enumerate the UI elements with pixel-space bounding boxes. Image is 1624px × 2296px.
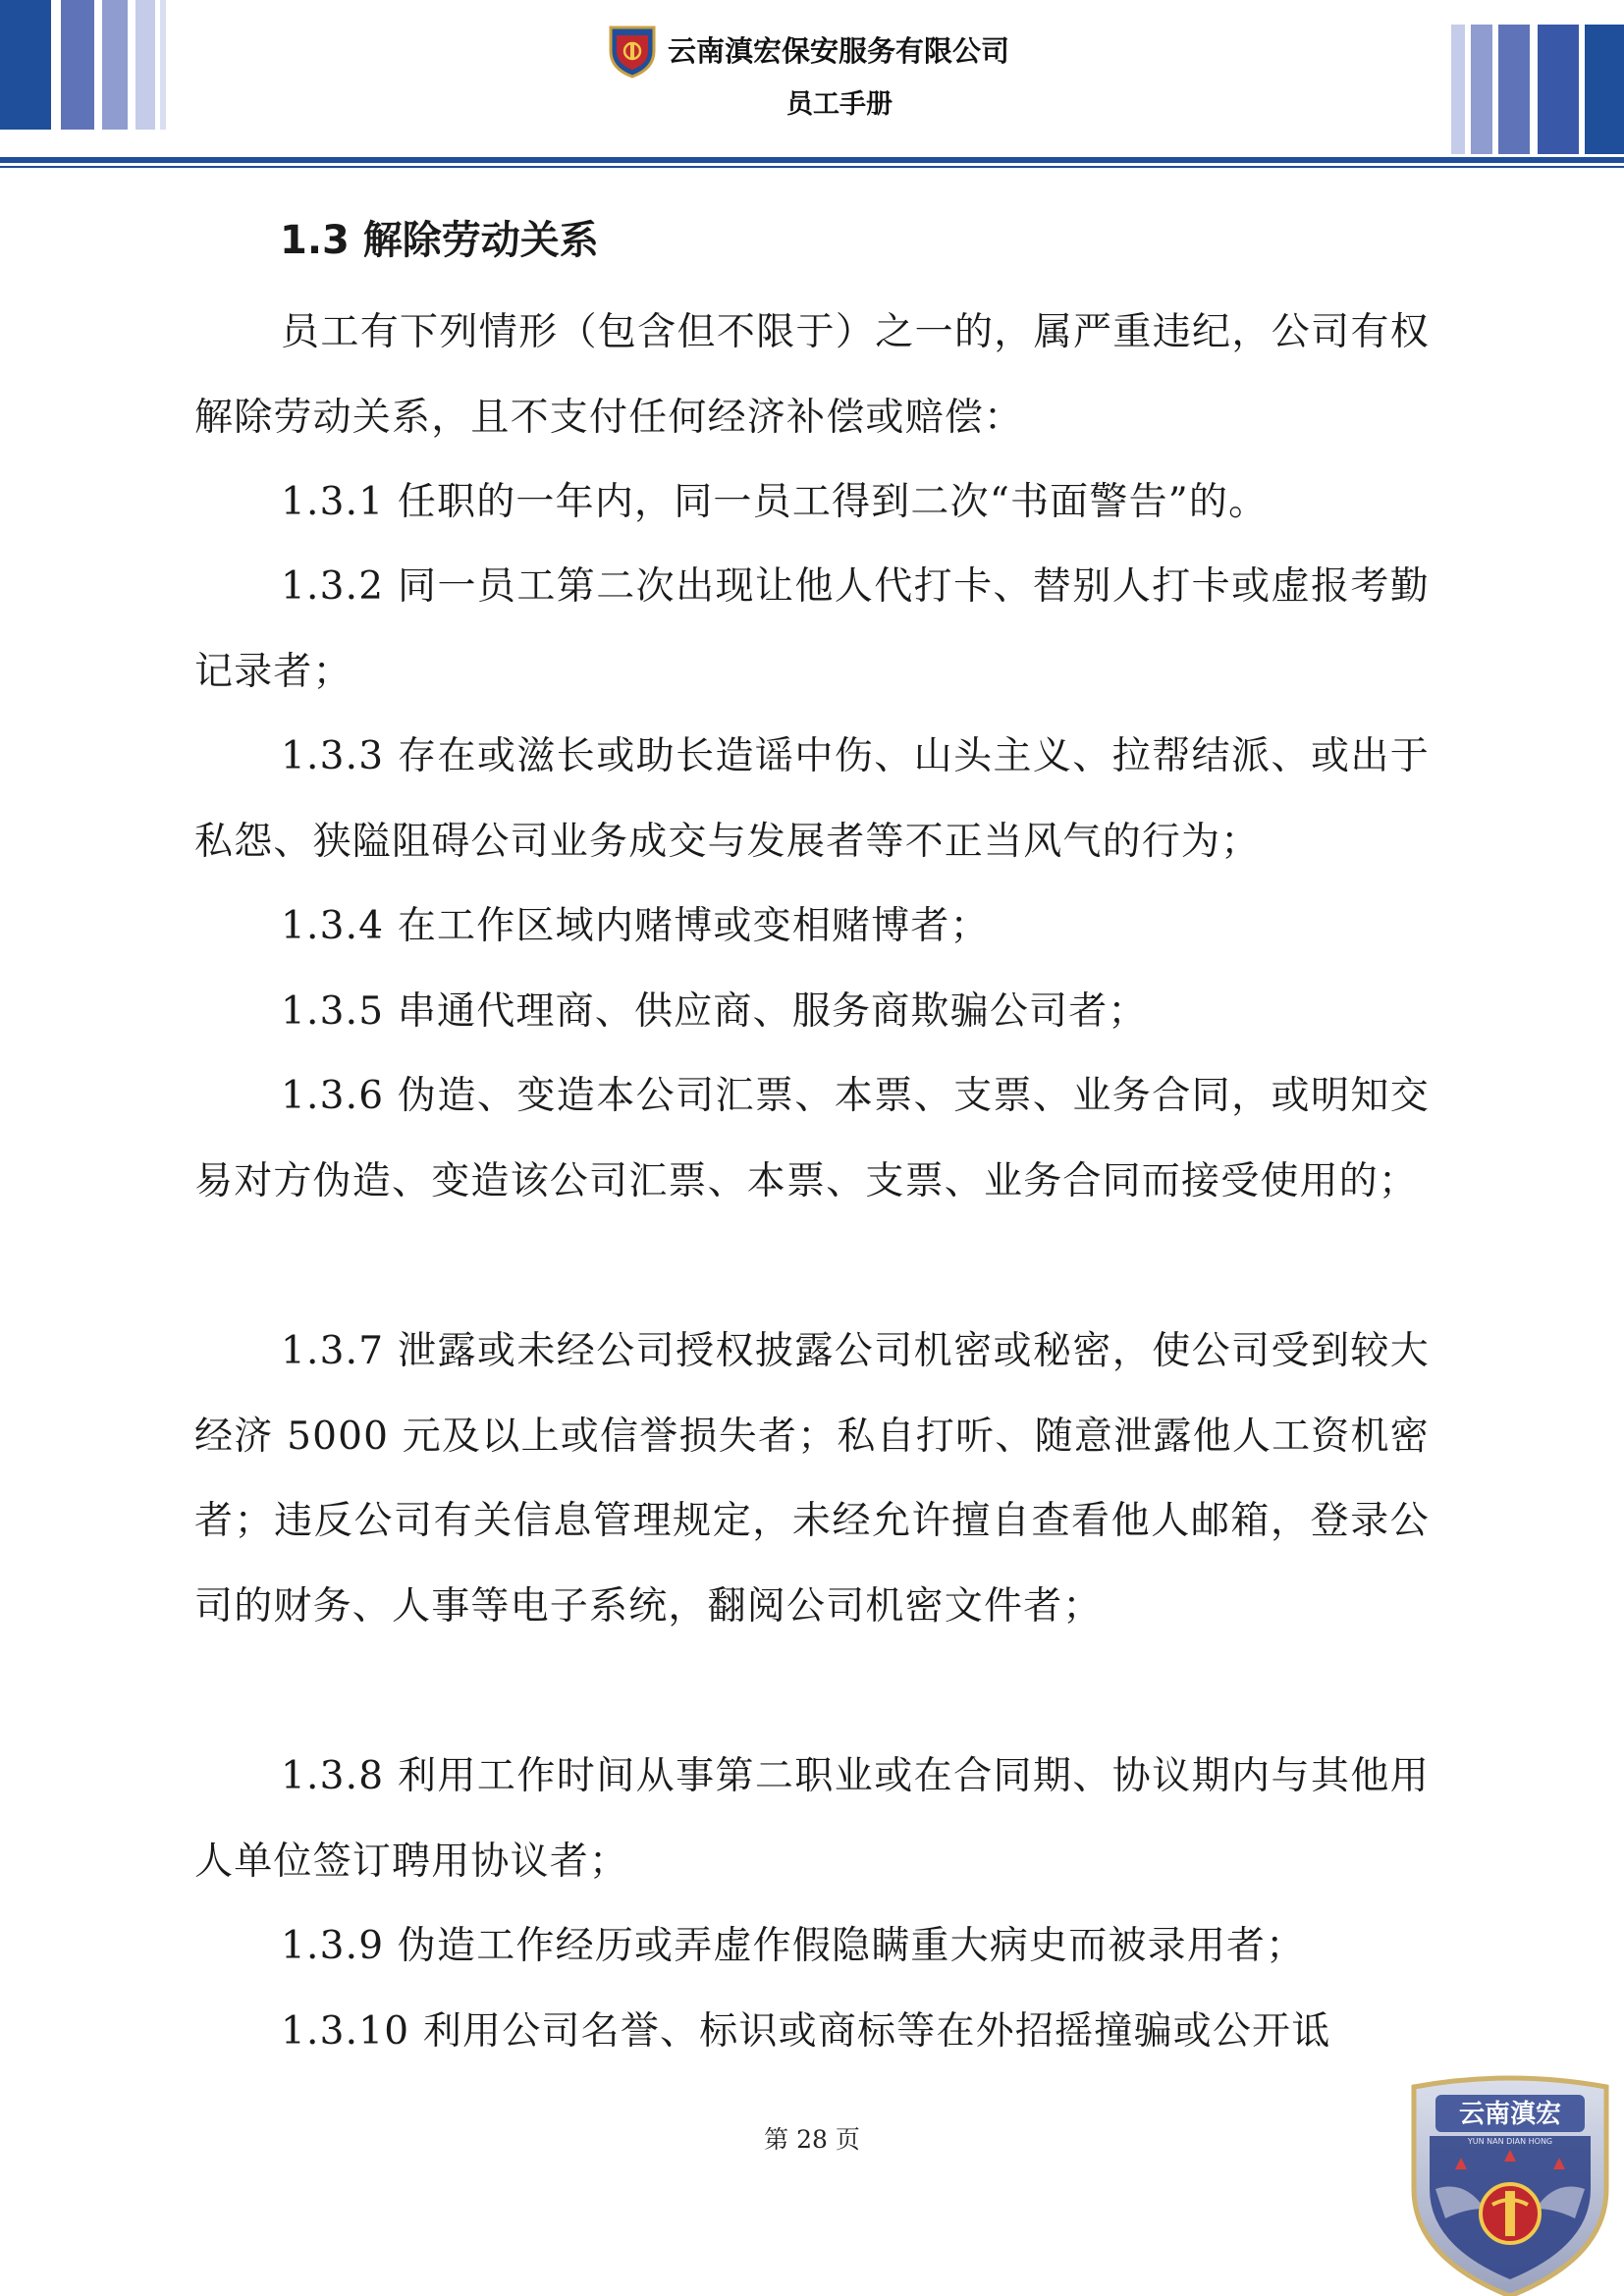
paragraph-1-3-4: 1.3.4 在工作区域内赌博或变相赌博者； [281,904,990,948]
document-subtitle: 员工手册 [786,89,893,120]
company-logo-icon [607,22,658,79]
paragraph-intro: 员工有下列情形（包含但不限于）之一的，属严重违纪，公司有权解除劳动关系，且不支付任何经济补偿或赔偿： [194,310,1430,440]
paragraph-1-3-9: 1.3.9 伪造工作经历或弄虚作假隐瞒重大病史而被录用者； [281,1924,1306,1968]
paragraph-1-3-8: 1.3.8 利用工作时间从事第二职业或在合同期、协议期内与其他用人单位签订聘用协议者； [194,1754,1430,1884]
paragraph-1-3-2: 1.3.2 同一员工第二次出现让他人代打卡、替别人打卡或虚报考勤记录者； [194,564,1430,694]
paragraph-1-3-10: 1.3.10 利用公司名誉、标识或商标等在外招摇撞骗或公开诋 [281,2009,1331,2054]
section-heading: 1.3 解除劳动关系 [280,218,599,263]
paragraph-1-3-6: 1.3.6 伪造、变造本公司汇票、本票、支票、业务合同，或明知交易对方伪造、变造该公司汇票、本票、支票、业务合同而接受使用的； [194,1074,1430,1203]
header-rule-thin [0,166,1624,168]
paragraph-1-3-7: 1.3.7 泄露或未经公司授权披露公司机密或秘密，使公司受到较大经济 5000 元及以上或信誉损失者；私自打听、随意泄露他人工资机密者；违反公司有关信息管理规定，未经允许擅自查看他人邮箱，登录公司的财务、人事等电子系统，翻阅公司机密文件者； [194,1329,1430,1629]
company-name: 云南滇宏保安服务有限公司 [668,34,1010,68]
header-rule [0,157,1624,163]
page-number: 第 28 页 [764,2125,860,2154]
paragraph-1-3-5: 1.3.5 串通代理商、供应商、服务商欺骗公司者； [281,989,1148,1034]
paragraph-1-3-3: 1.3.3 存在或滋长或助长造谣中伤、山头主义、拉帮结派、或出于私怨、狭隘阻碍公司业务成交与发展者等不正当风气的行为； [194,734,1430,864]
company-badge-icon [1396,2071,1624,2296]
badge-text: 云南滇宏 [1458,2100,1562,2129]
badge-subtext: YUN NAN DIAN HONG [1467,2137,1553,2146]
paragraph-1-3-1: 1.3.1 任职的一年内，同一员工得到二次“书面警告”的。 [281,480,1269,524]
